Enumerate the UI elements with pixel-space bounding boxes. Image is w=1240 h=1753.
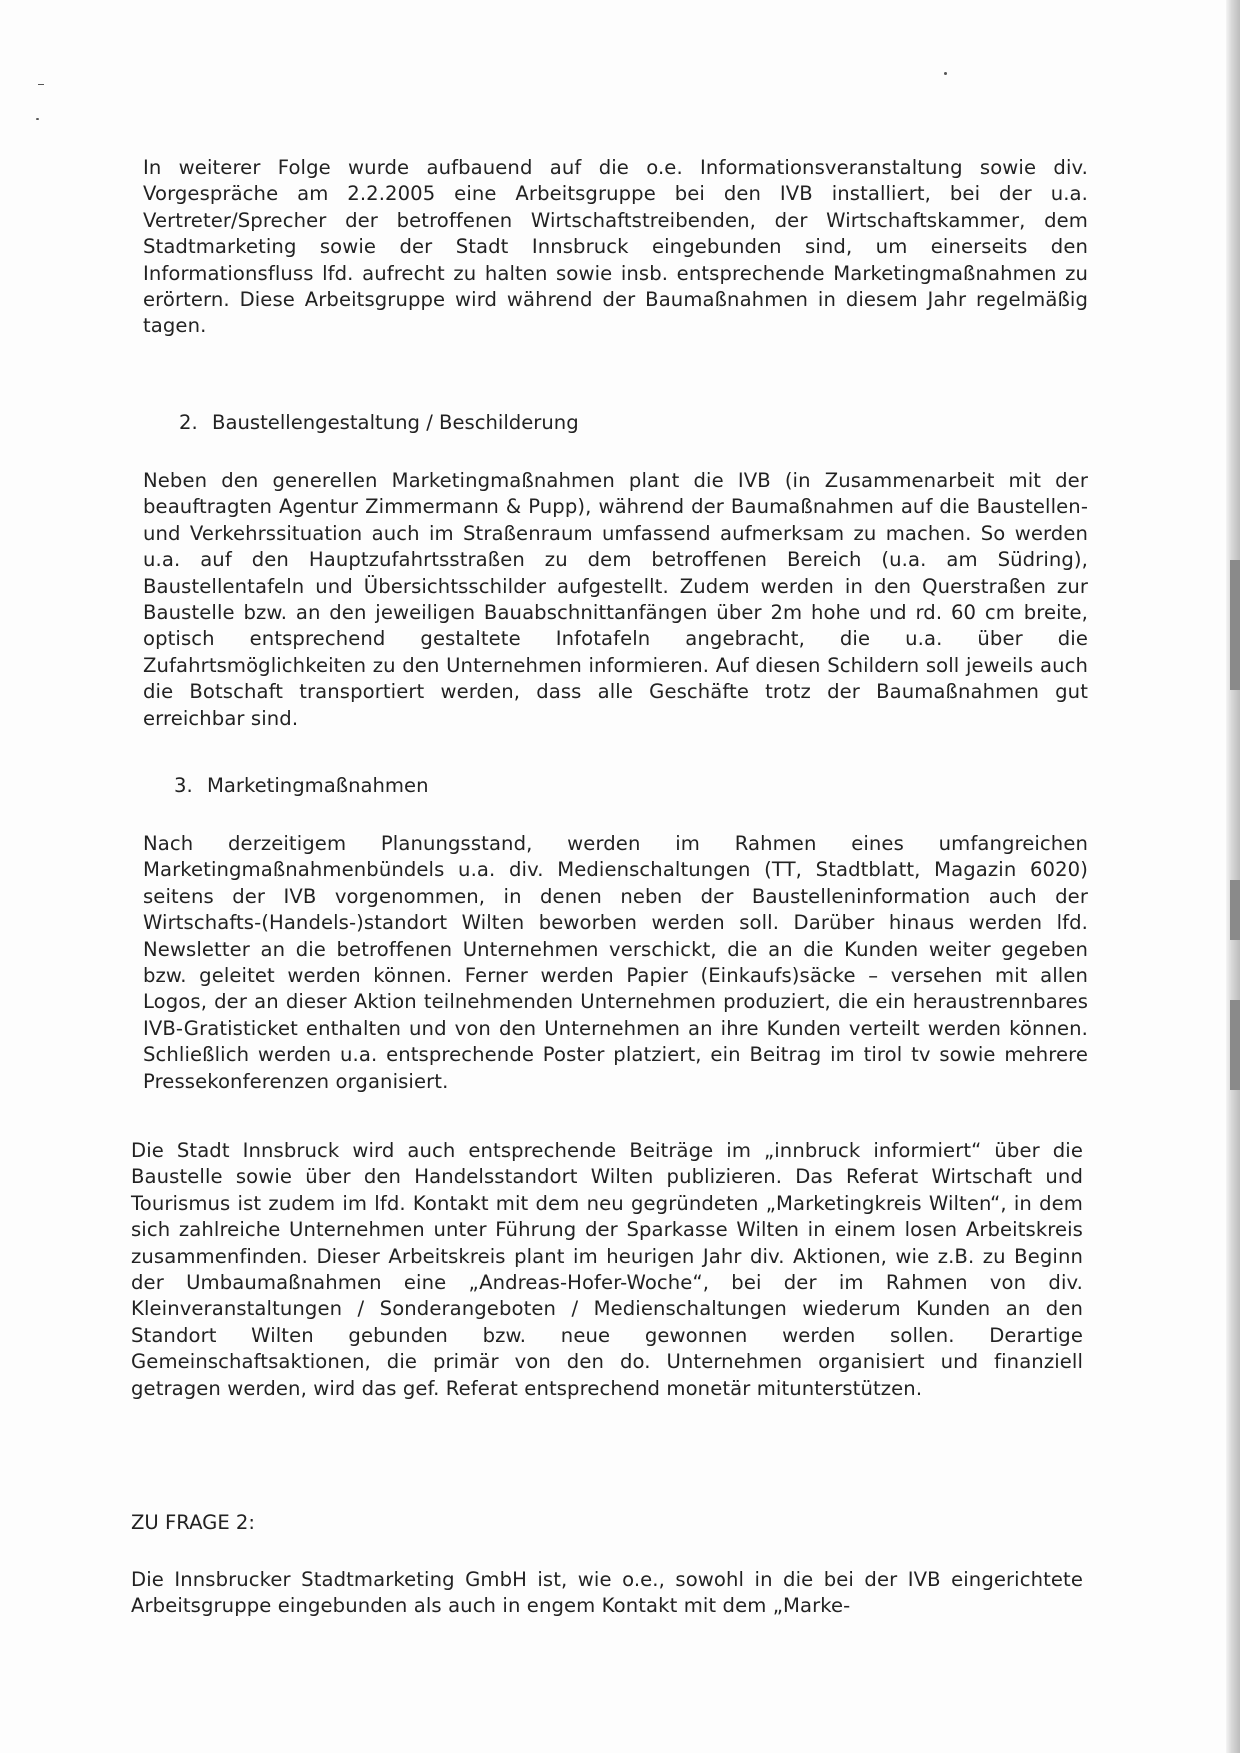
scan-speck	[36, 118, 39, 120]
section-heading-3	[174, 773, 429, 799]
paragraph-text: Die Stadt Innsbruck wird auch entsprechende Beiträge im „innbruck informiert“ über die Baustelle sowie über den Handelsstandort Wilten publizieren. Das Referat Wirtschaft und Tourismus ist zudem im lfd. Kontakt mit dem neu gegründeten „Marketingkreis Wilten“, in dem sich zahlreiche Unternehmen unter Führung der Sparkasse Wilten in einem losen Arbeitskreis zusammenfinden. Dieser Arbeitskreis plant im heurigen Jahr div. Aktionen, wie z.B. zu Beginn der Umbaumaßnahmen eine „Andreas-Hofer-Woche“, bei der im Rahmen von div. Kleinveranstaltungen / Sonderangeboten / Medienschaltungen wiederum Kunden an den Standort Wilten gebunden bzw. neue gewonnen werden sollen. Derartige Gemeinschaftsaktionen, die primär von den do. Unternehmen organisiert und finanziell getragen werden, wird das gef. Referat entsprechend monetär mitunterstützen.	[131, 1139, 1083, 1400]
paragraph-text: Nach derzeitigem Planungsstand, werden im Rahmen eines umfangreichen Marketingmaßnahmenbündels u.a. div. Medienschaltungen (TT, Stadtblatt, Magazin 6020) seitens der IVB vorgenommen, in denen neben der Baustelleninformation auch der Wirtschafts-(Handels-)standort Wilten beworben werden soll. Darüber hinaus werden lfd. Newsletter an die betroffenen Unternehmen verschickt, die an die Kunden weiter gegeben bzw. geleitet werden können. Ferner werden Papier (Einkaufs)säcke – versehen mit allen Logos, der an dieser Aktion teilnehmenden Unternehmen produziert, die ein heraustrennbares IVB-Gratisticket enthalten und von den Unternehmen an ihre Kunden verteilt werden können. Schließlich werden u.a. entsprechende Poster platziert, ein Beitrag im tirol tv sowie mehrere Pressekonferenzen organisiert.	[143, 832, 1088, 1093]
paragraph-beschilderung	[143, 468, 1088, 732]
paragraph-text: Neben den generellen Marketingmaßnahmen plant die IVB (in Zusammenarbeit mit der beauftragten Agentur Zimmermann & Pupp), während der Baumaßnahmen auf die Baustellen- und Verkehrssituation auch im Straßenraum umfassend aufmerksam zu machen. So werden u.a. auf den Hauptzufahrtsstraßen zu dem betroffenen Bereich (u.a. am Südring), Baustellentafeln und Übersichtsschilder aufgestellt. Zudem werden in den Querstraßen zur Baustelle bzw. an den jeweiligen Bauabschnittanfängen über 2m hohe und rd. 60 cm breite, optisch entsprechend gestaltete Infotafeln angebracht, die u.a. über die Zufahrtsmöglichkeiten zu den Unternehmen informieren. Auf diesen Schildern soll jeweils auch die Botschaft transportiert werden, dass alle Geschäfte trotz der Baumaßnahmen gut erreichbar sind.	[143, 469, 1088, 730]
paragraph-marketing	[143, 831, 1088, 1095]
section-heading-2	[179, 410, 579, 436]
paragraph-arbeitsgruppe	[143, 155, 1088, 340]
scan-speck	[38, 84, 44, 85]
section-number: 2.	[179, 411, 198, 434]
zu-frage-2-heading	[131, 1510, 255, 1536]
paragraph-text: In weiterer Folge wurde aufbauend auf die o.e. Informationsveranstaltung sowie div. Vorgespräche am 2.2.2005 eine Arbeitsgruppe bei den IVB installiert, bei der u.a. Vertreter/Sprecher der betroffenen Wirtschaftstreibenden, der Wirtschaftskammer, dem Stadtmarketing sowie der Stadt Innsbruck eingebunden sind, um einerseits den Informationsfluss lfd. aufrecht zu halten sowie insb. entsprechende Marketingmaßnahmen zu erörtern. Diese Arbeitsgruppe wird während der Baumaßnahmen in diesem Jahr regelmäßig tagen.	[143, 156, 1088, 338]
section-number: 3.	[174, 774, 193, 797]
paragraph-stadt-innsbruck	[131, 1138, 1083, 1402]
section-title: Baustellengestaltung / Beschilderung	[212, 411, 579, 434]
scan-edge-shadow	[1226, 0, 1240, 1753]
paragraph-stadtmarketing	[131, 1567, 1083, 1620]
paragraph-text: Die Innsbrucker Stadtmarketing GmbH ist, wie o.e., sowohl in die bei der IVB eingerichtete Arbeitsgruppe eingebunden als auch in engem Kontakt mit dem „Marke-	[131, 1568, 1083, 1618]
scan-speck	[944, 72, 947, 75]
frage-label: ZU FRAGE 2:	[131, 1511, 256, 1534]
section-title: Marketingmaßnahmen	[207, 774, 429, 797]
